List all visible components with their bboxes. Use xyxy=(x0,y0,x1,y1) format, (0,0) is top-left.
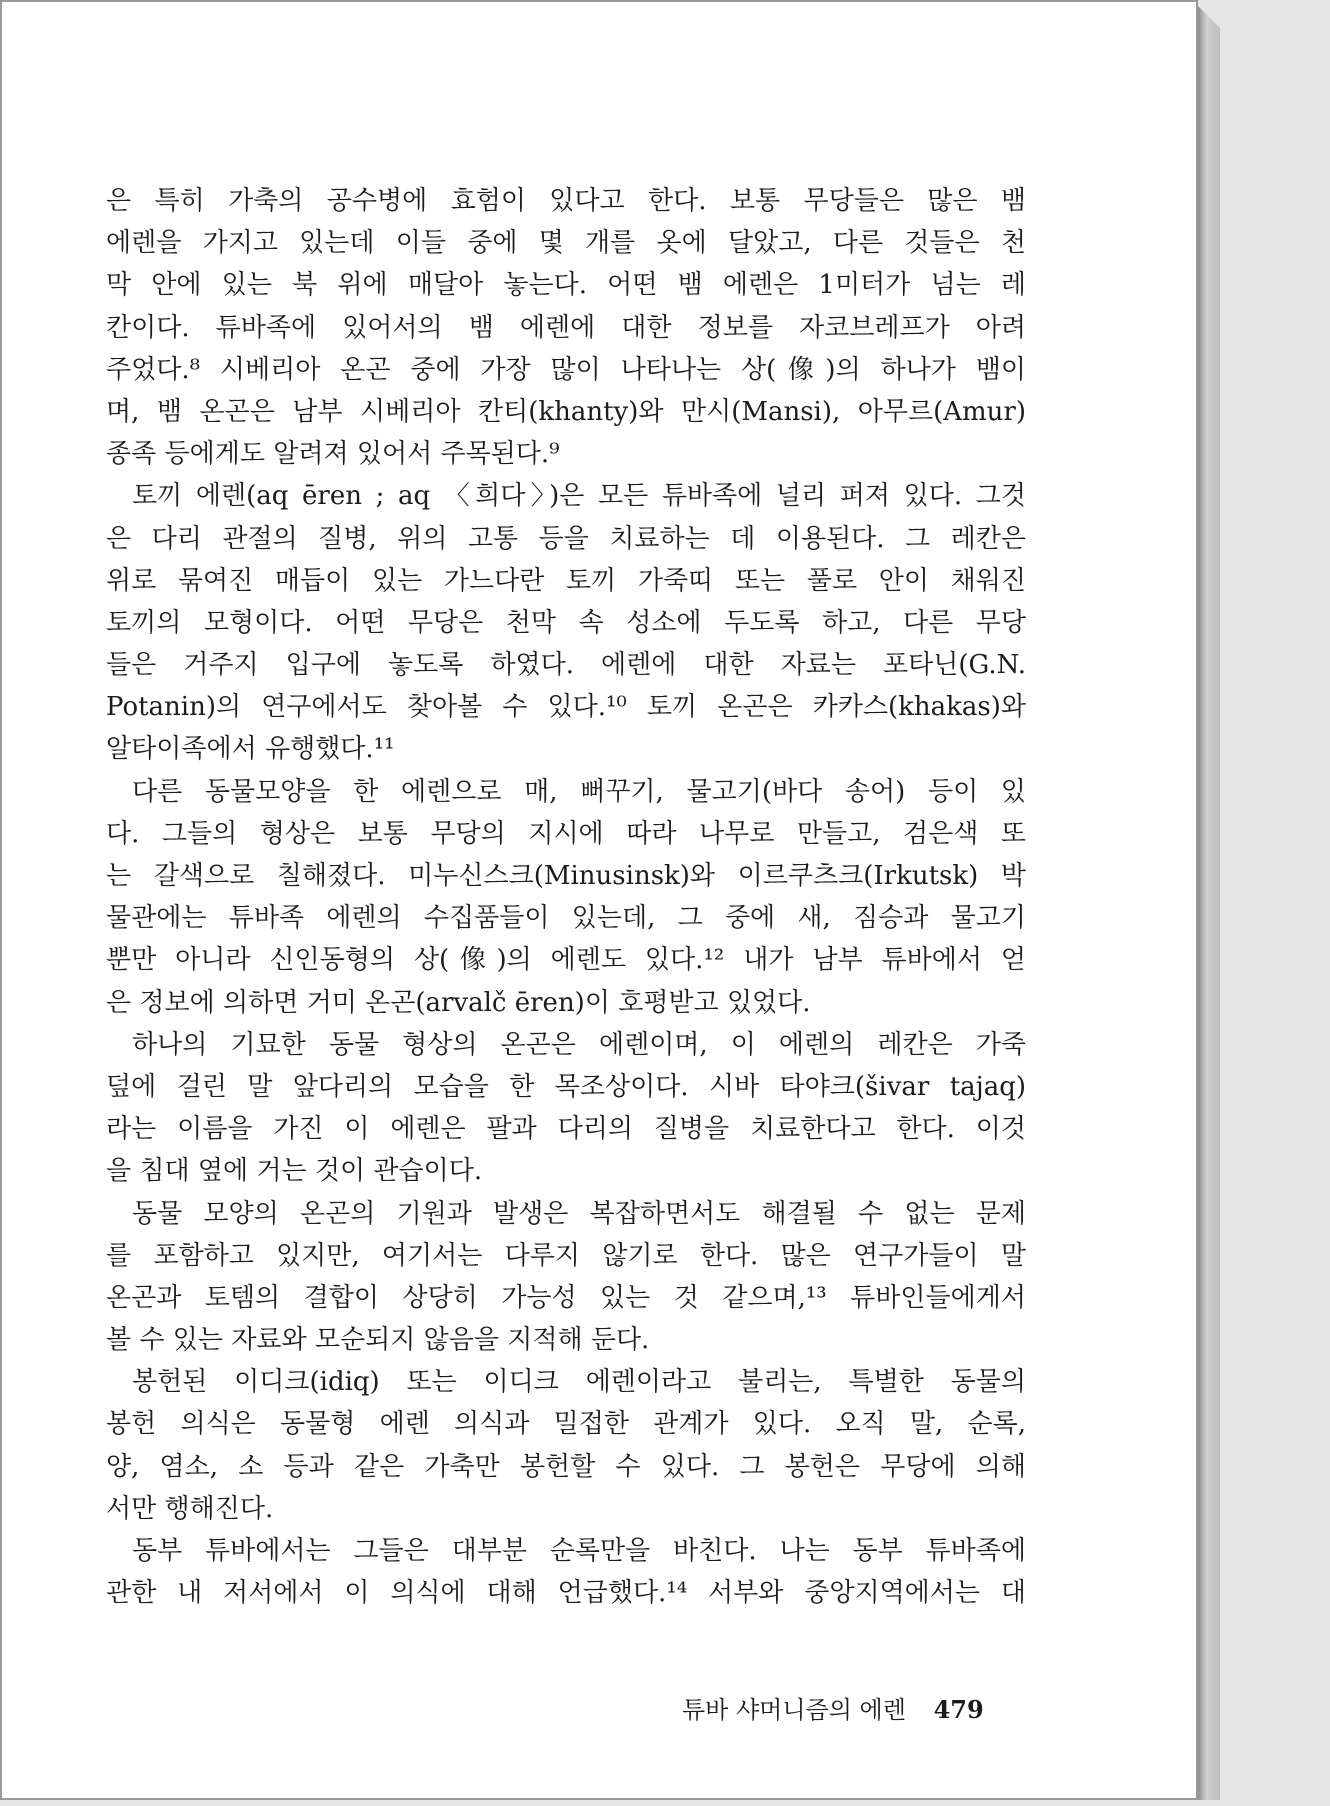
text-line: 서만 행해진다. xyxy=(106,1493,274,1524)
page-footer xyxy=(682,1690,984,1725)
text-line: 은 다리 관절의 질병, 위의 고통 등을 치료하는 데 이용된다. 그 레칸은 xyxy=(106,523,1026,554)
text-line: 동부 튜바에서는 그들은 대부분 순록만을 바친다. 나는 동부 튜바족에 xyxy=(132,1536,1026,1566)
text-line: 을 침대 옆에 거는 것이 관습이다. xyxy=(106,1156,483,1187)
text-line: 온곤과 토템의 결합이 상당히 가능성 있는 것 같으며,¹³ 튜바인들에게서 xyxy=(106,1282,1026,1313)
text-line: 토끼의 모형이다. 어떤 무당은 천막 속 성소에 두도록 하고, 다른 무당 xyxy=(106,607,1026,638)
text-line: 는 갈색으로 칠해졌다. 미누신스크(Minusinsk)와 이르쿠츠크(Irkutsk) 박 xyxy=(106,861,1026,891)
text-line: 막 안에 있는 북 위에 매달아 놓는다. 어떤 뱀 에렌은 1미터가 넘는 레 xyxy=(106,270,1026,301)
text-line: 라는 이름을 가진 이 에렌은 팔과 다리의 질병을 치료한다고 한다. 이것 xyxy=(106,1114,1026,1145)
text-line: 은 특히 가축의 공수병에 효험이 있다고 한다. 보통 무당들은 많은 뱀 xyxy=(106,186,1026,216)
page-number: 479 xyxy=(933,1695,984,1724)
text-line: 주었다.⁸ 시베리아 온곤 중에 가장 많이 나타나는 상(像)의 하나가 뱀이 xyxy=(106,354,1026,385)
text-line: Potanin)의 연구에서도 찾아볼 수 있다.¹⁰ 토끼 온곤은 카카스(khakas)와 xyxy=(106,692,1026,723)
text-line: 관한 내 저서에서 이 의식에 대해 언급했다.¹⁴ 서부와 중앙지역에서는 대 xyxy=(106,1578,1026,1609)
text-line: 볼 수 있는 자료와 모순되지 않음을 지적해 둔다. xyxy=(106,1325,650,1356)
text-line: 위로 묶여진 매듭이 있는 가느다란 토끼 가죽띠 또는 풀로 안이 채워진 xyxy=(106,565,1026,596)
text-line: 양, 염소, 소 등과 같은 가축만 봉헌할 수 있다. 그 봉헌은 무당에 의해 xyxy=(106,1451,1026,1482)
text-line: 뿐만 아니라 신인동형의 상(像)의 에렌도 있다.¹² 내가 남부 튜바에서 얻 xyxy=(106,945,1026,976)
text-line: 종족 등에게도 알려져 있어서 주목된다.⁹ xyxy=(106,439,560,470)
text-line: 은 정보에 의하면 거미 온곤(arvalč ēren)이 호평받고 있었다. xyxy=(106,987,811,1018)
running-title: 튜바 샤머니즘의 에렌 xyxy=(682,1696,906,1724)
text-line: 봉헌 의식은 동물형 에렌 의식과 밀접한 관계가 있다. 오직 말, 순록, xyxy=(106,1409,1026,1440)
text-line: 물관에는 튜바족 에렌의 수집품들이 있는데, 그 중에 새, 짐승과 물고기 xyxy=(106,903,1026,934)
text-line: 동물 모양의 온곤의 기원과 발생은 복잡하면서도 해결될 수 없는 문제 xyxy=(132,1198,1026,1229)
text-line: 하나의 기묘한 동물 형상의 온곤은 에렌이며, 이 에렌의 레칸은 가죽 xyxy=(132,1029,1026,1060)
text-line: 에렌을 가지고 있는데 이들 중에 몇 개를 옷에 달았고, 다른 것들은 천 xyxy=(106,228,1026,259)
text-line: 를 포함하고 있지만, 여기서는 다루지 않기로 한다. 많은 연구가들이 말 xyxy=(106,1240,1026,1271)
page-edge-shadow xyxy=(1198,6,1220,1800)
text-line: 덮에 걸린 말 앞다리의 모습을 한 목조상이다. 시바 타야크(šivar tajaq) xyxy=(106,1071,1026,1102)
text-line: 토끼 에렌(aq ēren ; aq 〈희다〉)은 모든 튜바족에 널리 퍼져 있다. 그것 xyxy=(132,481,1026,512)
text-line: 알타이족에서 유행했다.¹¹ xyxy=(106,734,395,765)
body-text xyxy=(106,180,1026,1614)
text-line: 며, 뱀 온곤은 남부 시베리아 칸티(khanty)와 만시(Mansi), 아무르(Amur) xyxy=(106,396,1026,427)
text-line: 칸이다. 튜바족에 있어서의 뱀 에렌에 대한 정보를 자코브레프가 아려 xyxy=(106,312,1026,343)
text-line: 다. 그들의 형상은 보통 무당의 지시에 따라 나무로 만들고, 검은색 또 xyxy=(106,818,1026,849)
text-line: 봉헌된 이디크(idiq) 또는 이디크 에렌이라고 불리는, 특별한 동물의 xyxy=(132,1367,1026,1398)
text-line: 다른 동물모양을 한 에렌으로 매, 뻐꾸기, 물고기(바다 송어) 등이 있 xyxy=(132,776,1026,807)
text-line: 들은 거주지 입구에 놓도록 하였다. 에렌에 대한 자료는 포타닌(G.N. xyxy=(106,650,1026,681)
